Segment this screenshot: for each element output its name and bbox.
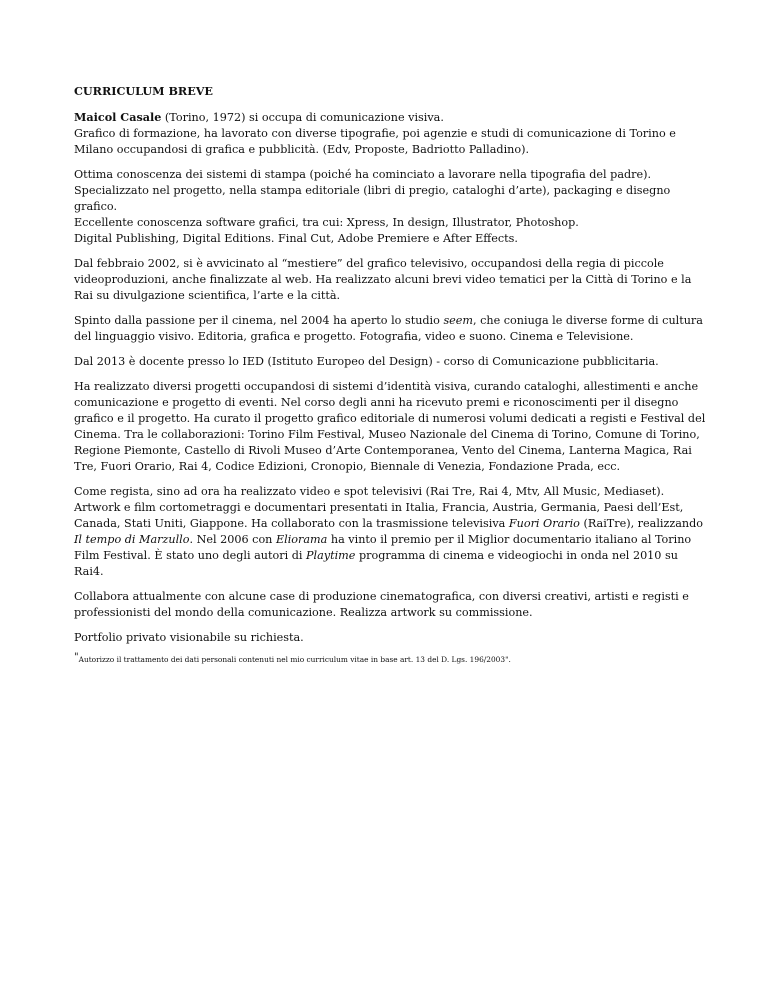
studio-paragraph (74, 313, 706, 345)
author-name: Maicol Casale (74, 110, 162, 124)
collab-paragraph: Collabora attualmente con alcune case di produzione cinematografica, con diversi creativi, artisti e registi e professionisti del mondo della comunicazione. Realizza artwork su commissione. (74, 590, 689, 619)
director-title: Playtime (306, 549, 356, 562)
director-text: programma di cinema e videogiochi in onda nel 2010 su Rai4. (74, 549, 678, 578)
director-text: . Nel 2006 con (189, 533, 276, 546)
intro-line-2: Grafico di formazione, ha lavorato con diverse tipografie, poi agenzie e studi di comunicazione di Torino e Milano occupandosi di grafica e pubblicità. (Edv, Proposte, Badriotto Palladino). (74, 127, 676, 156)
footnote-quote: " (74, 652, 79, 663)
document-heading: CURRICULUM BREVE (74, 84, 213, 98)
director-text: (RaiTre), realizzando (579, 517, 704, 530)
studio-text-before: Spinto dalla passione per il cinema, nel 2004 ha aperto lo studio (74, 314, 444, 327)
director-text: ha vinto il premio per il Miglior documentario italiano al Torino Film Festival. È stato uno degli autori di (74, 533, 692, 562)
intro-paragraph (74, 109, 706, 158)
portfolio-paragraph: Portfolio privato visionabile su richiesta. (74, 631, 304, 644)
privacy-footnote (74, 652, 706, 665)
director-paragraph (74, 484, 706, 580)
document-body (74, 83, 706, 674)
director-title: Il tempo di Marzullo (74, 533, 190, 546)
director-title: Fuori Orario (508, 517, 580, 530)
director-text: Come regista, sino ad ora ha realizzato video e spot televisivi (Rai Tre, Rai 4, Mtv, All Music, Mediaset). Artwork e film cortometraggi e documentari presentati in Italia, Francia, Austria, Germania, Paesi dell’Est, Canada, Stati Uniti, Giappone. Ha collaborato con la trasmissione televisiva (74, 485, 684, 530)
skills-paragraph (74, 167, 706, 247)
footnote-text: Autorizzo il trattamento dei dati personali contenuti nel mio curriculum vitae in base art. 13 del D. Lgs. 196/2003". (78, 655, 511, 664)
skills-line: Specializzato nel progetto, nella stampa editoriale (libri di pregio, cataloghi d’arte), packaging e disegno grafico. (74, 184, 671, 213)
studio-text-after: , che coniuga le diverse forme di cultura del linguaggio visivo. Editoria, grafica e progetto. Fotografia, video e suono. Cinema e Televisione. (74, 314, 703, 343)
ied-paragraph: Dal 2013 è docente presso lo IED (Istituto Europeo del Design) - corso di Comunicazione pubblicitaria. (74, 355, 659, 368)
studio-name: seem (443, 314, 474, 327)
tv-paragraph: Dal febbraio 2002, si è avvicinato al “mestiere” del grafico televisivo, occupandosi della regia di piccole videoproduzioni, anche finalizzate al web. Ha realizzato alcuni brevi video tematici per la Città di Torino e la Rai su divulgazione scientifica, l’arte e la città. (74, 257, 692, 302)
skills-line: Digital Publishing, Digital Editions. Final Cut, Adobe Premiere e After Effects. (74, 232, 518, 245)
projects-paragraph: Ha realizzato diversi progetti occupandosi di sistemi d’identità visiva, curando cataloghi, allestimenti e anche comunicazione e progetto di eventi. Nel corso degli anni ha ricevuto premi e riconoscimenti per il disegno grafico e il progetto. Ha curato il progetto grafico editoriale di numerosi volumi dedicati a registi e Festival del Cinema. Tra le collaborazioni: Torino Film Festival, Museo Nazionale del Cinema di Torino, Comune di Torino, Regione Piemonte, Castello di Rivoli Museo d’Arte Contemporanea, Vento del Cinema, Lanterna Magica, Rai Tre, Fuori Orario, Rai 4, Codice Edizioni, Cronopio, Biennale di Venezia, Fondazione Prada, ecc. (74, 380, 706, 473)
skills-line: Eccellente conoscenza software grafici, tra cui: Xpress, In design, Illustrator, Photoshop. (74, 216, 579, 229)
intro-line-1: (Torino, 1972) si occupa di comunicazione visiva. (161, 111, 444, 124)
skills-line: Ottima conoscenza dei sistemi di stampa (poiché ha cominciato a lavorare nella tipografia del padre). (74, 168, 652, 181)
director-title: Eliorama (275, 533, 328, 546)
